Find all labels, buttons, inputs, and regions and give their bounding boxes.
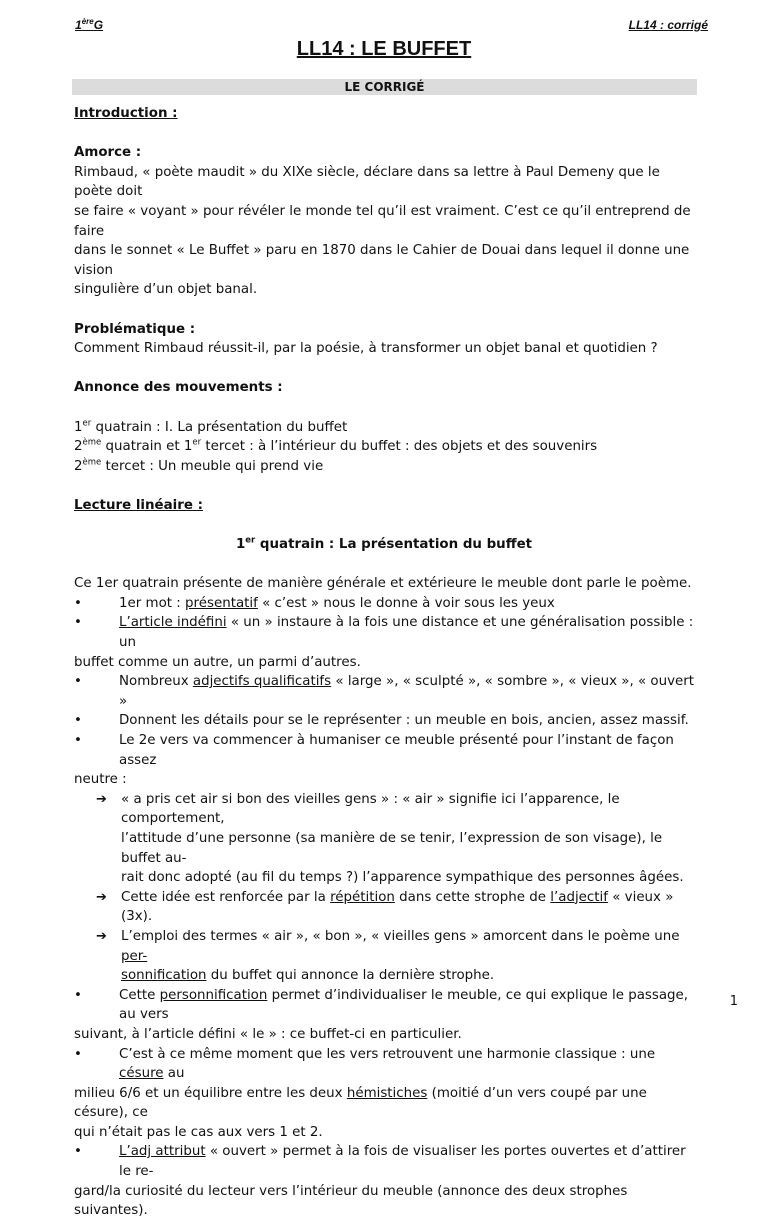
list-item-continuation: milieu 6/6 et un équilibre entre les deux hémistiches (moitié d’un vers coupé par une césure), ce <box>74 1085 647 1121</box>
arrow-right-icon: ➔ <box>96 889 107 905</box>
amorce-heading: Amorce : <box>74 145 142 161</box>
list-item: • L’adj attribut « ouvert » permet à la fois de visualiser les portes ouvertes et d’attirer le re- <box>74 1144 686 1180</box>
list-item-continuation: buffet comme un autre, un parmi d’autres. <box>74 654 361 670</box>
list-item-continuation: neutre : <box>74 772 127 788</box>
arrow-item-continuation: l’attitude d’une personne (sa manière de se tenir, l’expression de son visage), le buffet au- <box>121 830 663 866</box>
section-banner: LE CORRIGÉ <box>72 79 697 95</box>
lecture-heading: Lecture linéaire : <box>74 497 203 513</box>
amorce-line: singulière d’un objet banal. <box>74 282 258 298</box>
list-item-continuation: suivant, à l’article défini « le » : ce buffet-ci en particulier. <box>74 1026 462 1042</box>
amorce-line: dans le sonnet « Le Buffet » paru en 1870 dans le Cahier de Douai dans lequel il donne une vision <box>74 243 690 278</box>
list-item: • Nombreux adjectifs qualificatifs « large », « sculpté », « sombre », « vieux », « ouvert » <box>74 674 694 709</box>
amorce-line: Rimbaud, « poète maudit » du XIXe siècle, déclare dans sa lettre à Paul Demeny que le poète doit <box>74 164 660 200</box>
arrow-item-continuation: rait donc adopté (au fil du temps ?) l’apparence sympathique des personnes âgées. <box>121 870 684 886</box>
list-item-continuation: gard/la curiosité du lecteur vers l’intérieur du meuble (annonce des deux strophes suivantes). <box>74 1183 628 1219</box>
list-item-continuation: qui n’était pas le cas aux vers 1 et 2. <box>74 1124 323 1140</box>
problematique-heading: Problématique : <box>74 321 196 337</box>
problematique-text: Comment Rimbaud réussit-il, par la poésie, à transformer un objet banal et quotidien ? <box>74 341 658 357</box>
header-document-ref: LL14 : corrigé <box>628 18 708 32</box>
header-class-level: 1èreG <box>75 17 104 32</box>
page-number: 1 <box>729 994 738 1009</box>
intro-heading: Introduction : <box>74 106 178 121</box>
annonce-heading: Annonce des mouvements : <box>74 380 283 396</box>
section-title: 1er quatrain : La présentation du buffet <box>235 535 533 553</box>
arrow-right-icon: ➔ <box>96 928 107 944</box>
list-item: • C’est à ce même moment que les vers retrouvent une harmonie classique : une césure au <box>74 1046 656 1082</box>
amorce-line: se faire « voyant » pour révéler le monde tel qu’il est vraiment. C’est ce qu’il entreprend de faire <box>74 203 691 239</box>
bullet-icon: • <box>74 713 82 729</box>
mouvement-item: 2ème quatrain et 1er tercet : à l’intérieur du buffet : des objets et des souvenirs <box>74 437 598 455</box>
page-title: LL14 : LE BUFFET <box>296 38 472 60</box>
document-body <box>74 104 694 1221</box>
arrow-item: ➔ « a pris cet air si bon des vieilles gens » : « air » signifie ici l’apparence, le comportement, <box>96 791 620 827</box>
bullet-icon: • <box>74 615 82 631</box>
mouvement-item: 2ème tercet : Un meuble qui prend vie <box>74 457 324 474</box>
list-item: • Cette personnification permet d’individualiser le meuble, ce qui explique le passage, au vers <box>74 987 689 1023</box>
list-item: • Donnent les détails pour se le représenter : un meuble en bois, ancien, assez massif. <box>74 711 694 731</box>
bullet-icon: • <box>74 733 82 748</box>
arrow-item: ➔ L’emploi des termes « air », « bon », « vieilles gens » amorcent dans le poème une per- <box>96 928 680 964</box>
bullet-icon: • <box>74 1046 82 1062</box>
bullet-icon: • <box>74 674 82 690</box>
arrow-right-icon: ➔ <box>96 791 107 807</box>
arrow-item: ➔ Cette idée est renforcée par la répétition dans cette strophe de l’adjectif « vieux » (3x). <box>96 889 674 925</box>
bullet-icon: • <box>74 1144 82 1160</box>
arrow-item-continuation: sonnification du buffet qui annonce la dernière strophe. <box>121 968 495 984</box>
mouvement-item: 1er quatrain : I. La présentation du buffet <box>74 418 348 435</box>
bullet-icon: • <box>74 987 82 1003</box>
bullet-icon: • <box>74 595 82 611</box>
list-item: • Le 2e vers va commencer à humaniser ce meuble présenté pour l’instant de façon assez <box>74 733 674 768</box>
section-intro: Ce 1er quatrain présente de manière générale et extérieure le meuble dont parle le poème. <box>74 576 692 592</box>
list-item: • L’article indéfini « un » instaure à la fois une distance et une généralisation possible : un <box>74 615 694 651</box>
list-item: • 1er mot : présentatif « c’est » nous le donne à voir sous les yeux <box>74 594 694 614</box>
